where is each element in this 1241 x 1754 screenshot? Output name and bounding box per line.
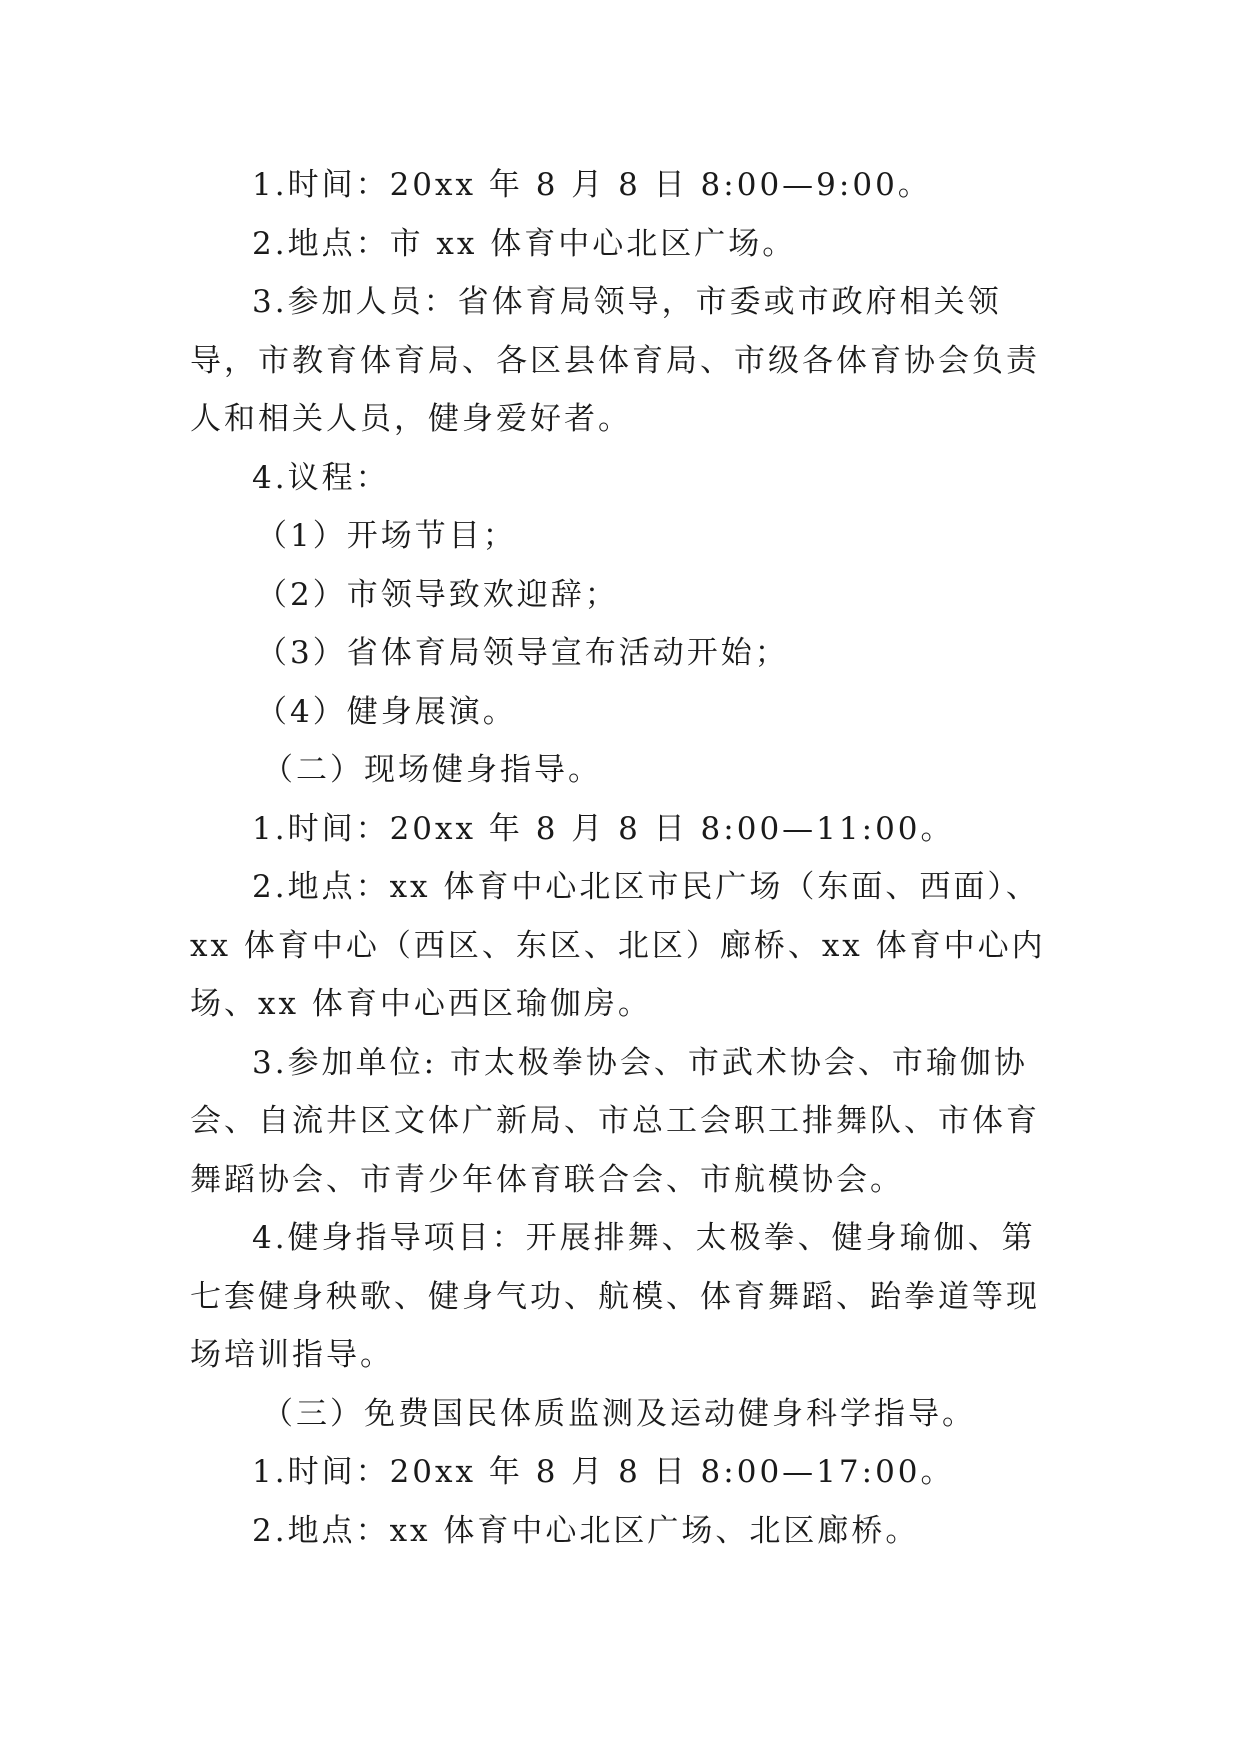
- paragraph-time-2: 1.时间：20xx 年 8 月 8 日 8:00—11:00。: [252, 810, 955, 847]
- paragraph-location-3: 2.地点：xx 体育中心北区广场、北区廊桥。: [252, 1512, 920, 1549]
- agenda-item-2: （2）市领导致欢迎辞；: [256, 576, 619, 613]
- paragraph-time-3: 1.时间：20xx 年 8 月 8 日 8:00—17:00。: [252, 1454, 955, 1490]
- agenda-item-1: （1）开场节目；: [256, 518, 517, 554]
- paragraph-participants: 3.参加人员：省体育局领导，市委或市政府相关领导，市教育体育局、各区县体育局、市级各体育协会负责人和相关人员，健身爱好者。: [190, 284, 1040, 437]
- document-page: [190, 156, 1060, 1560]
- paragraph-location-1: 2.地点：市 xx 体育中心北区广场。: [252, 225, 797, 262]
- paragraph-location-2: 2.地点：xx 体育中心北区市民广场（东面、西面）、xx 体育中心（西区、东区、北区）廊桥、xx 体育中心内场、xx 体育中心西区瑜伽房。: [190, 869, 1046, 1022]
- section-heading-3: （三）免费国民体质监测及运动健身科学指导。: [262, 1395, 976, 1432]
- section-heading-2: （二）现场健身指导。: [262, 752, 602, 788]
- paragraph-time-1: 1.时间：20xx 年 8 月 8 日 8:00—9:00。: [252, 167, 932, 203]
- paragraph-units: 3.参加单位: 市太极拳协会、市武术协会、市瑜伽协会、自流井区文体广新局、市总工会职工排舞队、市体育舞蹈协会、市青少年体育联合会、市航模协会。: [190, 1044, 1040, 1198]
- paragraph-fitness-items: 4.健身指导项目：开展排舞、太极拳、健身瑜伽、第七套健身秧歌、健身气功、航模、体育舞蹈、跆拳道等现场培训指导。: [190, 1220, 1040, 1373]
- paragraph-agenda-heading: 4.议程：: [252, 459, 390, 496]
- agenda-item-3: （3）省体育局领导宣布活动开始；: [256, 635, 789, 671]
- agenda-item-4: （4）健身展演。: [256, 693, 517, 730]
